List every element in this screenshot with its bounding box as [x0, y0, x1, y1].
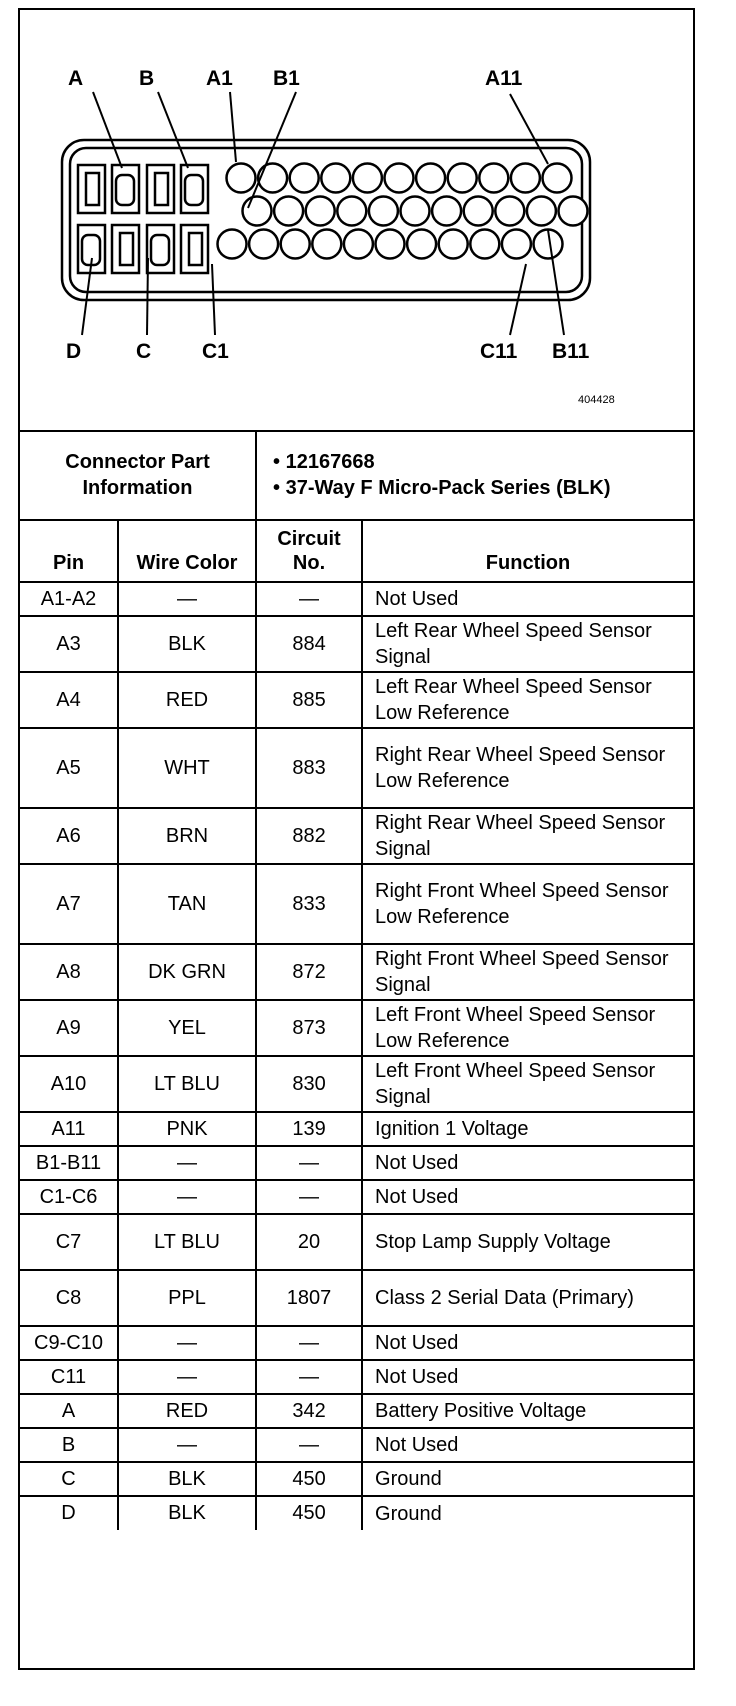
pin-cavity-b4	[337, 197, 366, 226]
function-cell: Not Used	[362, 1180, 693, 1214]
circuit-cell: —	[256, 1360, 362, 1394]
wire-color-cell: —	[118, 1180, 256, 1214]
pin-cell: A3	[20, 616, 118, 672]
table-row	[20, 1428, 693, 1462]
table-row	[20, 808, 693, 864]
wire-color-cell: —	[118, 1146, 256, 1180]
pin-cavity-a1	[227, 164, 256, 193]
pin-cell: A1-A2	[20, 582, 118, 616]
circuit-cell: 342	[256, 1394, 362, 1428]
function-cell: Ground	[362, 1496, 693, 1530]
pin-cell: A11	[20, 1112, 118, 1146]
function-cell: Class 2 Serial Data (Primary)	[362, 1270, 693, 1326]
figure-number: 404428	[578, 394, 615, 406]
label-pin-c11: C11	[480, 340, 518, 363]
pin-cavity-c1	[218, 230, 247, 259]
large-cavities	[78, 165, 208, 273]
pin-cavity-c5	[344, 230, 373, 259]
function-cell: Battery Positive Voltage	[362, 1394, 693, 1428]
pin-cell: A	[20, 1394, 118, 1428]
circuit-cell: —	[256, 582, 362, 616]
function-cell: Right Rear Wheel Speed Sensor Low Reference	[362, 728, 693, 808]
pin-cavity-b5	[369, 197, 398, 226]
table-row	[20, 1146, 693, 1180]
label-pin-b1: B1	[273, 67, 300, 90]
pin-cavity-a9	[479, 164, 508, 193]
pin-cell: A5	[20, 728, 118, 808]
circuit-cell: 1807	[256, 1270, 362, 1326]
header-circuit: Circuit No.	[256, 520, 362, 582]
table-row	[20, 1000, 693, 1056]
circuit-cell: 873	[256, 1000, 362, 1056]
wire-color-cell: —	[118, 1326, 256, 1360]
pin-cell: A4	[20, 672, 118, 728]
pin-cavity-b7	[432, 197, 461, 226]
wire-color-cell: PNK	[118, 1112, 256, 1146]
pin-cavity-b1	[243, 197, 272, 226]
table-row	[20, 1360, 693, 1394]
circuit-cell: 450	[256, 1462, 362, 1496]
wire-color-cell: BLK	[118, 1462, 256, 1496]
circuit-cell: —	[256, 1326, 362, 1360]
wire-color-cell: RED	[118, 1394, 256, 1428]
circuit-cell: 139	[256, 1112, 362, 1146]
header-function: Function	[362, 520, 693, 582]
pin-cavity-c7	[407, 230, 436, 259]
circuit-cell: 830	[256, 1056, 362, 1112]
function-cell: Not Used	[362, 1428, 693, 1462]
pin-cavity-a10	[511, 164, 540, 193]
pin-cavity-a2	[258, 164, 287, 193]
connector-diagram	[20, 10, 693, 432]
circuit-cell: 885	[256, 672, 362, 728]
header-row	[20, 520, 693, 582]
wire-color-cell: PPL	[118, 1270, 256, 1326]
connector-face-illustration	[20, 10, 693, 430]
pin-cell: B1-B11	[20, 1146, 118, 1180]
function-cell: Left Rear Wheel Speed Sensor Low Reference	[362, 672, 693, 728]
label-pin-b11: B11	[552, 340, 590, 363]
circuit-cell: 883	[256, 728, 362, 808]
table-row	[20, 616, 693, 672]
pin-cavity-c10	[502, 230, 531, 259]
pin-cell: A7	[20, 864, 118, 944]
header-pin: Pin	[20, 520, 118, 582]
pin-cell: C1-C6	[20, 1180, 118, 1214]
table-row	[20, 1180, 693, 1214]
connector-info-details	[256, 430, 693, 520]
label-pin-d: D	[66, 340, 82, 363]
wire-color-cell: BLK	[118, 616, 256, 672]
pin-cavities	[218, 164, 588, 259]
pin-cell: C8	[20, 1270, 118, 1326]
table-row	[20, 1394, 693, 1428]
function-cell: Not Used	[362, 1146, 693, 1180]
header-wire-color: Wire Color	[118, 520, 256, 582]
pin-cavity-b2	[274, 197, 303, 226]
pin-cavity-a4	[321, 164, 350, 193]
table-row	[20, 1112, 693, 1146]
table-row	[20, 864, 693, 944]
pin-cavity-c8	[439, 230, 468, 259]
pin-cavity-a11	[543, 164, 572, 193]
pin-cavity-a8	[448, 164, 477, 193]
wire-color-cell: DK GRN	[118, 944, 256, 1000]
pin-cell: C7	[20, 1214, 118, 1270]
pin-cell: C	[20, 1462, 118, 1496]
table-row	[20, 1462, 693, 1496]
pin-cavity-c2	[249, 230, 278, 259]
pin-cavity-b9	[495, 197, 524, 226]
part-number: • 12167668	[273, 450, 375, 473]
pin-cavity-b11	[559, 197, 588, 226]
pin-cell: B	[20, 1428, 118, 1462]
circuit-cell: —	[256, 1180, 362, 1214]
wire-color-cell: —	[118, 1428, 256, 1462]
pinout-table	[20, 430, 693, 1530]
pin-cell: C9-C10	[20, 1326, 118, 1360]
function-cell: Ground	[362, 1462, 693, 1496]
function-cell: Not Used	[362, 1326, 693, 1360]
table-row	[20, 672, 693, 728]
wire-color-cell: —	[118, 1360, 256, 1394]
function-cell: Not Used	[362, 1360, 693, 1394]
label-pin-a11: A11	[485, 67, 523, 90]
function-cell: Right Front Wheel Speed Sensor Signal	[362, 944, 693, 1000]
function-cell: Stop Lamp Supply Voltage	[362, 1214, 693, 1270]
wire-color-cell: YEL	[118, 1000, 256, 1056]
wire-color-cell: LT BLU	[118, 1214, 256, 1270]
circuit-cell: 872	[256, 944, 362, 1000]
pin-cavity-b10	[527, 197, 556, 226]
pin-cavity-c3	[281, 230, 310, 259]
pin-cavity-c9	[470, 230, 499, 259]
pin-cavity-a3	[290, 164, 319, 193]
wire-color-cell: BLK	[118, 1496, 256, 1530]
label-pin-a: A	[68, 67, 84, 90]
circuit-cell: —	[256, 1428, 362, 1462]
table-row	[20, 1056, 693, 1112]
connector-info-label: Connector Part Information	[20, 430, 256, 520]
function-cell: Left Front Wheel Speed Sensor Low Reference	[362, 1000, 693, 1056]
table-row	[20, 1214, 693, 1270]
function-cell: Left Rear Wheel Speed Sensor Signal	[362, 616, 693, 672]
circuit-cell: 882	[256, 808, 362, 864]
pin-cell: C11	[20, 1360, 118, 1394]
table-row	[20, 1496, 693, 1530]
part-number-text: 12167668	[285, 450, 375, 473]
function-cell: Ignition 1 Voltage	[362, 1112, 693, 1146]
table-row	[20, 1270, 693, 1326]
wire-color-cell: TAN	[118, 864, 256, 944]
connector-sheet	[18, 8, 695, 1670]
pin-cavity-b6	[401, 197, 430, 226]
label-pin-a1: A1	[206, 67, 233, 90]
wire-color-cell: RED	[118, 672, 256, 728]
pin-cell: D	[20, 1496, 118, 1530]
wire-color-cell: BRN	[118, 808, 256, 864]
function-cell: Right Rear Wheel Speed Sensor Signal	[362, 808, 693, 864]
wire-color-cell: —	[118, 582, 256, 616]
circuit-cell: 20	[256, 1214, 362, 1270]
circuit-cell: 833	[256, 864, 362, 944]
circuit-cell: 450	[256, 1496, 362, 1530]
pin-cell: A9	[20, 1000, 118, 1056]
function-cell: Left Front Wheel Speed Sensor Signal	[362, 1056, 693, 1112]
connector-info-row	[20, 430, 693, 520]
circuit-cell: 884	[256, 616, 362, 672]
pin-cell: A8	[20, 944, 118, 1000]
table-row	[20, 944, 693, 1000]
table-row	[20, 728, 693, 808]
pin-cell: A6	[20, 808, 118, 864]
pin-cavity-a5	[353, 164, 382, 193]
label-pin-c: C	[136, 340, 152, 363]
wire-color-cell: LT BLU	[118, 1056, 256, 1112]
wire-color-cell: WHT	[118, 728, 256, 808]
function-cell: Right Front Wheel Speed Sensor Low Reference	[362, 864, 693, 944]
label-pin-c1: C1	[202, 340, 229, 363]
connector-description-text: 37-Way F Micro-Pack Series (BLK)	[285, 476, 611, 499]
connector-description: • 37-Way F Micro-Pack Series (BLK)	[273, 476, 611, 499]
table-row	[20, 1326, 693, 1360]
function-cell: Not Used	[362, 582, 693, 616]
label-pin-b: B	[139, 67, 155, 90]
pin-cavity-b3	[306, 197, 335, 226]
circuit-cell: —	[256, 1146, 362, 1180]
pin-cavity-c6	[376, 230, 405, 259]
pin-cavity-a6	[385, 164, 414, 193]
pin-cavity-c4	[312, 230, 341, 259]
pin-cell: A10	[20, 1056, 118, 1112]
table-row	[20, 582, 693, 616]
pin-cavity-a7	[416, 164, 445, 193]
pin-cavity-b8	[464, 197, 493, 226]
